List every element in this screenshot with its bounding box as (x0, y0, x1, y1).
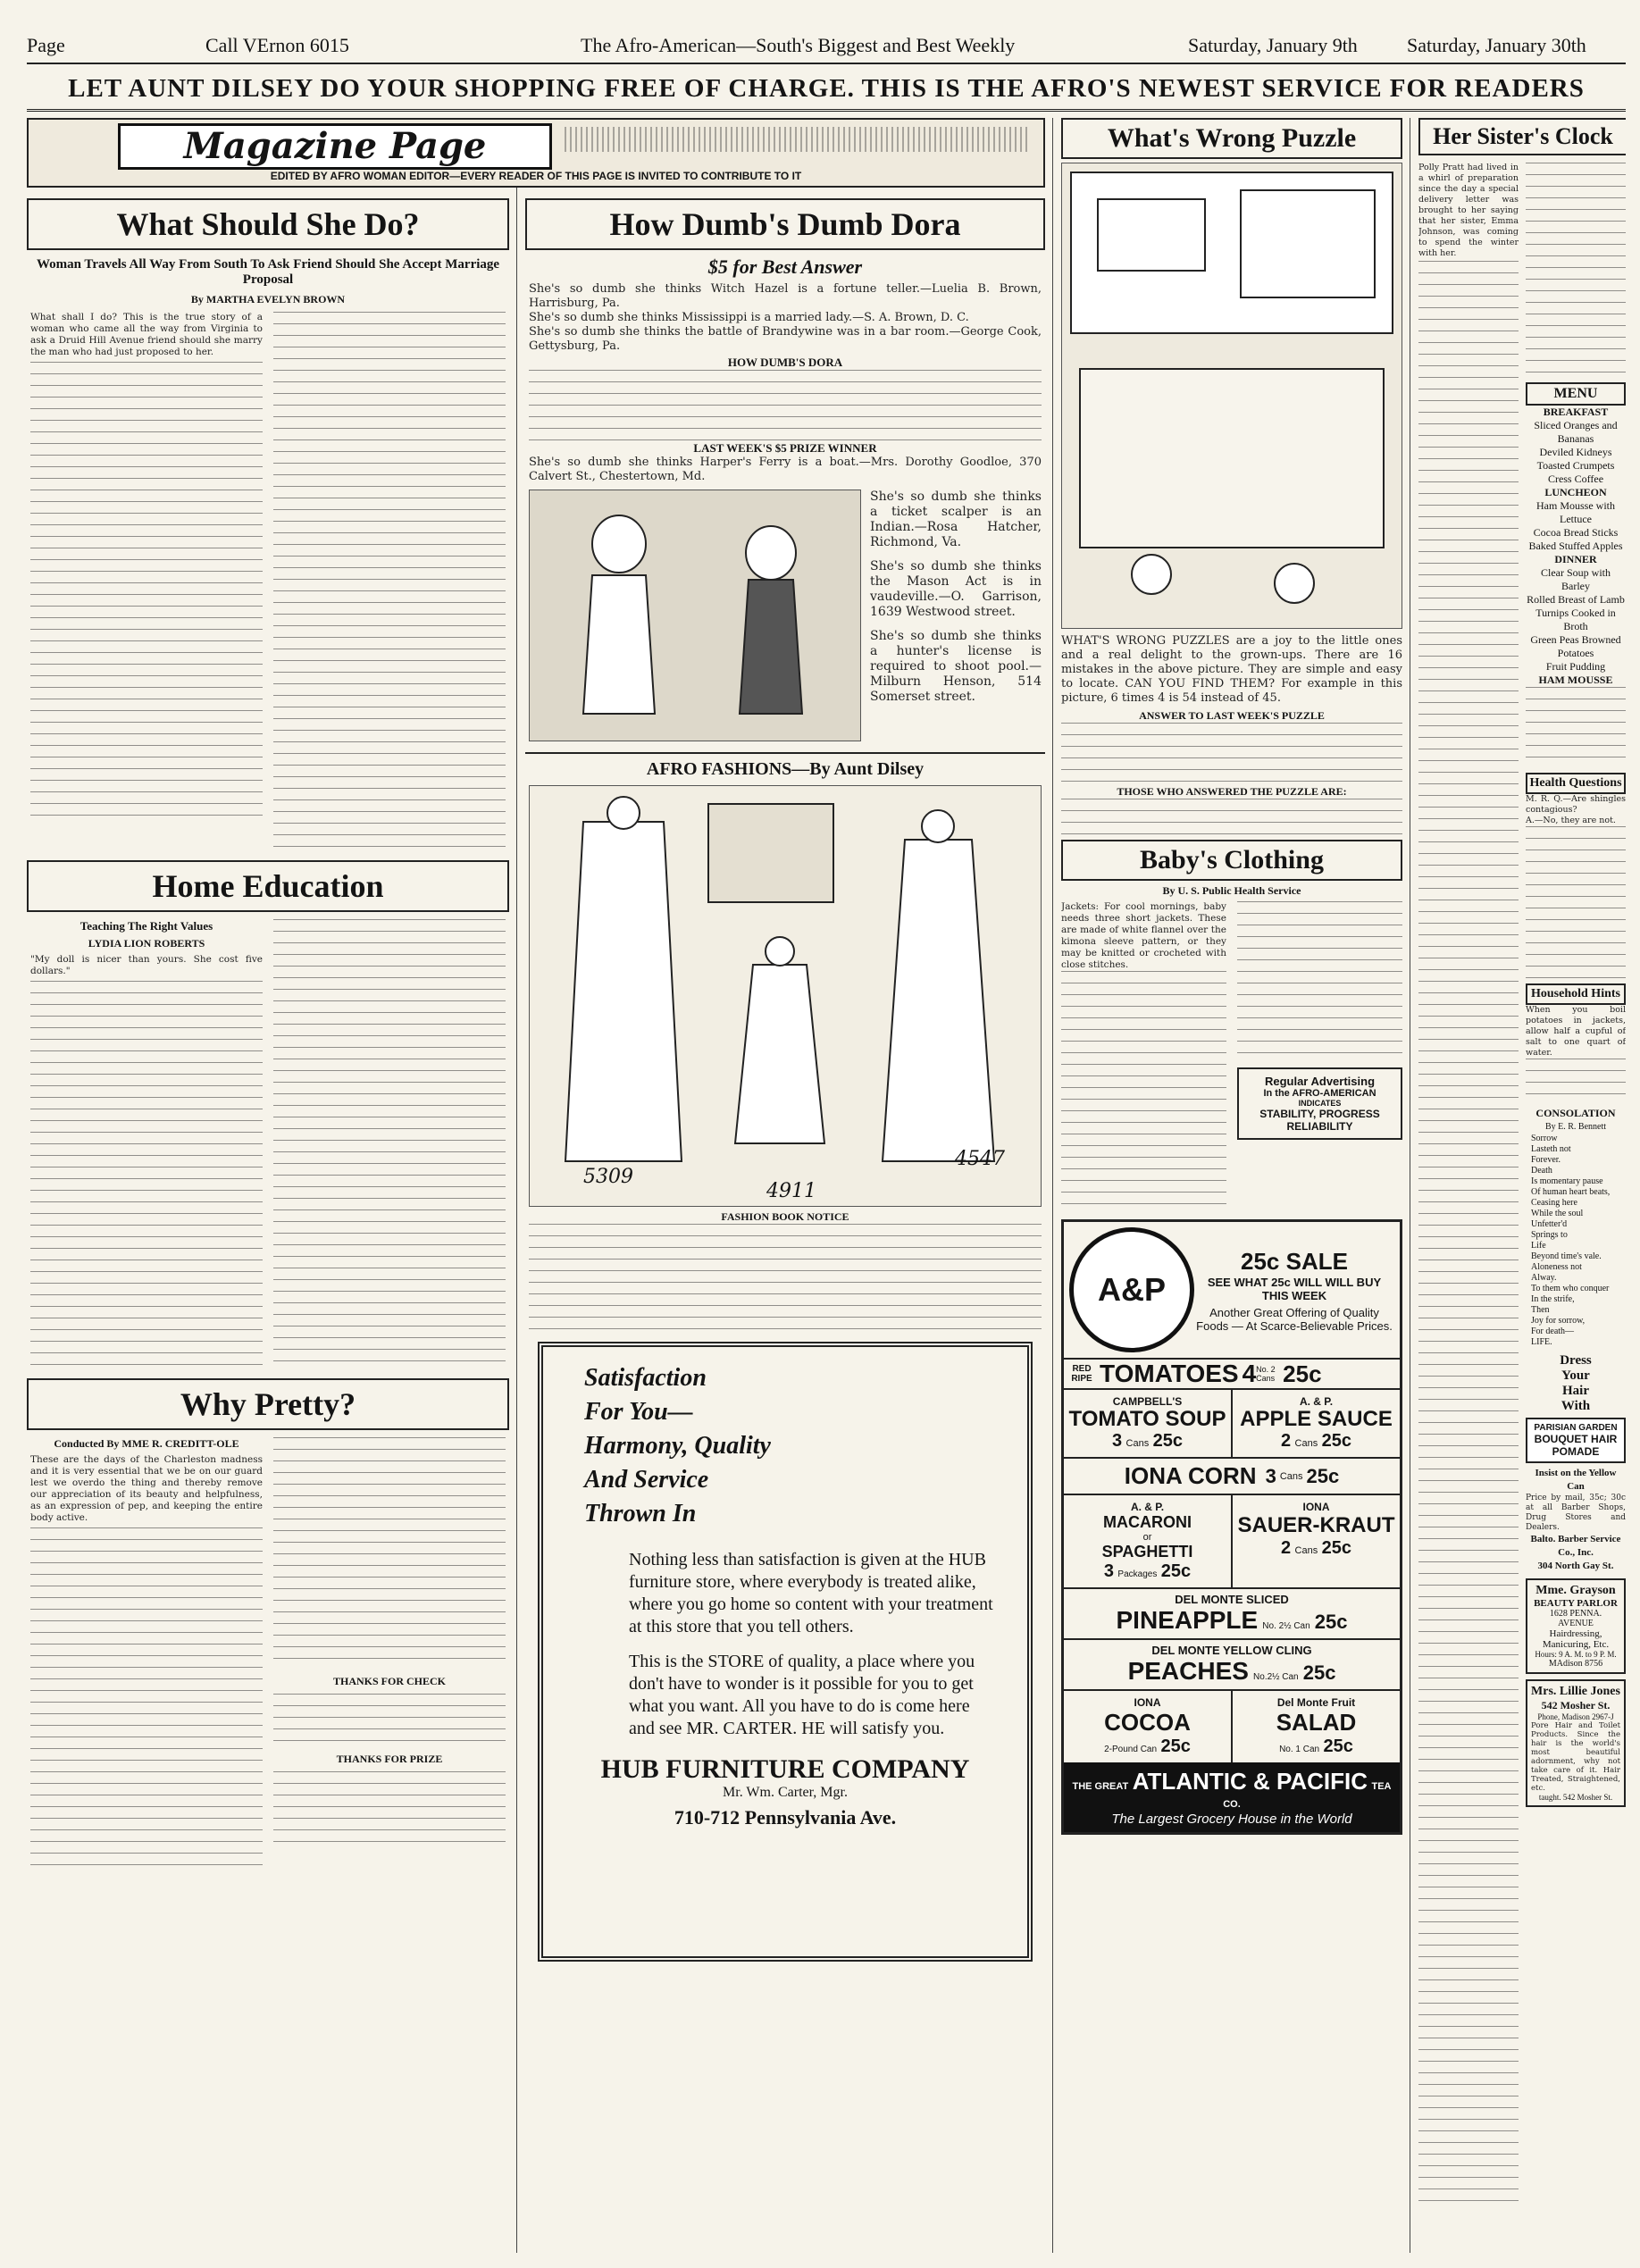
poem-line: Is momentary pause (1531, 1176, 1603, 1186)
column-1 (27, 198, 509, 2253)
menu-item: Baked Stuffed Apples (1528, 540, 1623, 552)
ap-peaches-row (1064, 1638, 1400, 1689)
menu-item: Ham Mousse with Lettuce (1536, 499, 1615, 525)
adv-line-1: Regular Advertising (1264, 1075, 1376, 1088)
ap-corn-row (1064, 1457, 1400, 1494)
ap-soup: TOMATO SOUP (1068, 1407, 1226, 1431)
article-lede: These are the days of the Charleston madness and it is very essential that we be on our guard lest we overdo the thing and thereby remove our appreciation of its beauty and helpfulness, as an expression of pep, and keeping the entire body active. (30, 1454, 263, 1523)
regular-advertising-box (1237, 1067, 1402, 1140)
ap-soup-brand: CAMPBELL'S (1112, 1395, 1183, 1408)
menu-item: Cocoa Bread Sticks (1533, 526, 1619, 539)
menu-item: Sliced Oranges and Bananas (1534, 419, 1618, 445)
hub-address: 710-712 Pennsylvania Ave. (674, 1806, 897, 1829)
ap-cocoa-salad-row (1064, 1689, 1400, 1762)
sister-text-block (1418, 261, 1519, 2208)
side-joke-3: She's so dumb she thinks a hunter's license is required to shoot pool.—Milburn Henson, 514 Somerset street. (870, 629, 1042, 704)
puzzle-answer-text (1061, 723, 1402, 785)
health-question: M. R. Q.—Are shingles contagious? (1526, 794, 1626, 815)
sister-lede: Polly Pratt had lived in a whirl of preparation since the day a special delivery letter was brought to her saying that her sister, Emma Johnson, was coming to spend the winter with her. (1418, 163, 1519, 258)
side-joke-1: She's so dumb she thinks a ticket scalper is an Indian.—Rosa Hatcher, Richmond, Va. (870, 490, 1042, 549)
article-headline: What Should She Do? (116, 206, 420, 242)
ap-corn-qty: 3 (1265, 1464, 1276, 1487)
fashion-notice-heading: FASHION BOOK NOTICE (721, 1210, 849, 1223)
fashion-sketch-svg (530, 786, 1042, 1206)
hub-tagline-3: Harmony, Quality (584, 1432, 771, 1460)
ap-price: 25c (1160, 1737, 1191, 1756)
joke-2: She's so dumb she thinks Mississippi is a married lady.—S. A. Brown, D. C. (529, 311, 969, 324)
ap-price: 25c (1306, 1464, 1340, 1487)
article-text-block (273, 1694, 506, 1747)
menu-item: Fruit Pudding (1545, 660, 1606, 673)
ap-footer (1064, 1762, 1400, 1832)
hub-tagline-5: Thrown In (584, 1500, 697, 1527)
ap-footer-tea: TEA CO. (1223, 1781, 1392, 1810)
ap-kraut-brand: IONA (1302, 1501, 1330, 1513)
ap-cocoa: COCOA (1104, 1709, 1191, 1736)
pomade-can (1526, 1418, 1626, 1463)
article-byline: LYDIA LION ROBERTS (88, 937, 205, 950)
ap-cans-label: Cans (1294, 1545, 1318, 1556)
dora-illustration (529, 490, 861, 741)
ap-cocoa-cell (1064, 1691, 1231, 1762)
ap-sale-desc: Another Great Offering of Quality Foods — At Scarce-Believable Prices. (1196, 1305, 1393, 1333)
menu-item: Toasted Crumpets (1536, 459, 1615, 472)
article-text-block (273, 1771, 506, 1852)
hub-tagline-1: Satisfaction (584, 1364, 707, 1392)
issue-date-2: Saturday, January 30th (1407, 34, 1586, 56)
grayson-hours: Hours: 9 A. M. to 9 P. M. (1535, 1650, 1617, 1659)
menu-item: Cress Coffee (1547, 473, 1604, 485)
adv-line-3: INDICATES (1298, 1099, 1342, 1108)
grayson-ad (1526, 1578, 1626, 1674)
hair-ad-tagline (1526, 1353, 1626, 1414)
ap-price: 25c (1314, 1611, 1348, 1633)
ap-footer-name: ATLANTIC & PACIFIC (1132, 1768, 1368, 1795)
grayson-services: Hairdressing, Manicuring, Etc. (1542, 1628, 1610, 1650)
poem-body (1526, 1134, 1626, 1348)
hub-company-name: HUB FURNITURE COMPANY (600, 1754, 970, 1784)
ap-kraut: SAUER-KRAUT (1237, 1513, 1395, 1537)
dora-cartoon-svg (530, 490, 860, 741)
ap-cans-label: Cans (1279, 1470, 1303, 1482)
ap-pine-brand: DEL MONTE SLICED (1175, 1593, 1289, 1606)
pomade-product: BOUQUET HAIR POMADE (1534, 1433, 1618, 1458)
ap-pineapple-row (1064, 1587, 1400, 1638)
paper-name: The Afro-American—South's Biggest and Best Weekly (581, 34, 1016, 56)
grayson-name: Mme. Grayson (1535, 1584, 1616, 1597)
poem-line: Lasteth not (1531, 1144, 1571, 1154)
ap-apple: APPLE SAUCE (1240, 1407, 1393, 1431)
poem-line: Sorrow (1531, 1134, 1558, 1143)
jones-footer: taught. 542 Mosher St. (1538, 1793, 1613, 1802)
ap-price: 25c (1323, 1737, 1353, 1756)
pattern-number-2: 4547 (955, 1148, 1005, 1170)
poem-line: For death— (1531, 1326, 1575, 1336)
sister-clock-header (1418, 118, 1626, 155)
poem-line: While the soul (1531, 1209, 1584, 1218)
ap-tomatoes-cans: No. 2 Cans (1256, 1365, 1276, 1383)
hair-price: Price by mail, 35c; 30c at all Barber Shops, Drug Stores and Dealers. (1526, 1494, 1626, 1532)
poem-line: Of human heart beats, (1531, 1187, 1611, 1197)
hub-tagline-4: And Service (584, 1466, 709, 1494)
joke-1: She's so dumb she thinks Witch Hazel is a fortune teller.—Luelia B. Brown, Harrisburg, Pa. (529, 282, 1042, 310)
menu-luncheon: LUNCHEON (1544, 486, 1607, 498)
ap-tomatoes: TOMATOES (1100, 1360, 1239, 1387)
thanks-prize-heading: THANKS FOR PRIZE (336, 1753, 443, 1765)
ap-salad-cell (1231, 1691, 1400, 1762)
ap-pine-size: No. 2½ Can (1262, 1621, 1310, 1631)
magazine-title: Magazine Page (118, 123, 552, 170)
hints-lede: When you boil potatoes in jackets, allow half a cupful of salt to one quart of water. (1526, 1005, 1626, 1058)
puzzle-illustration (1061, 163, 1402, 629)
puzzle-answer-heading: ANSWER TO LAST WEEK'S PUZZLE (1139, 709, 1325, 722)
adv-line-4: STABILITY, PROGRESS (1259, 1108, 1380, 1120)
grayson-shop: BEAUTY PARLOR (1534, 1598, 1618, 1609)
hair-insist: Insist on the Yellow Can (1535, 1468, 1617, 1492)
how-heading: HOW DUMB'S DORA (727, 356, 843, 369)
ap-footer-the: THE GREAT (1072, 1781, 1129, 1792)
ap-tomatoes-label: RED RIPE (1071, 1364, 1092, 1384)
puzzle-scene-svg (1062, 163, 1402, 628)
article-text-block (273, 1437, 506, 1670)
poem-line: In the strife, (1531, 1294, 1575, 1304)
article-lede: What shall I do? This is the true story of a woman who came all the way from Virginia to ask a Druid Hill Avenue friend should she marry the man who had just proposed to her. (30, 312, 263, 357)
page-label: Page (27, 34, 65, 56)
shopping-banner: LET AUNT DILSEY DO YOUR SHOPPING FREE OF CHARGE. THIS IS THE AFRO'S NEWEST SERVICE FOR READERS (27, 68, 1626, 112)
ap-peach-brand: DEL MONTE YELLOW CLING (1151, 1644, 1312, 1657)
adv-line-2: In the AFRO-AMERICAN (1263, 1088, 1376, 1099)
magazine-subtitle: EDITED BY AFRO WOMAN EDITOR—EVERY READER OF THIS PAGE IS INVITED TO CONTRIBUTE TO IT (270, 170, 802, 182)
grayson-phone: MAdison 8756 (1548, 1659, 1603, 1669)
health-text (1526, 826, 1626, 978)
puzzle-header (1061, 118, 1402, 159)
ap-sale-title: 25c SALE (1241, 1247, 1348, 1275)
what-should-she-do-article (27, 198, 509, 250)
menu-title: MENU (1553, 386, 1598, 401)
dumb-dora-header (525, 198, 1045, 250)
ap-macaroni: MACARONI (1103, 1513, 1192, 1531)
hints-text (1526, 1059, 1626, 1103)
baby-text-block (1061, 971, 1226, 1212)
ap-macaroni-cell (1064, 1495, 1231, 1587)
ap-logo: A&P (1069, 1227, 1194, 1352)
masthead-ornament (565, 127, 1029, 152)
poem-line: LIFE. (1531, 1337, 1552, 1347)
jones-phone: Phone, Madison 2967-J (1537, 1712, 1614, 1721)
ap-apple-cell (1231, 1390, 1400, 1457)
hub-paragraph-2: This is the STORE of quality, a place where you don't have to wonder is it possible for you to get what you want. All you have to do is come here and see MR. CARTER. HE will satisfy you. (629, 1652, 975, 1738)
article-text-block (30, 981, 263, 1365)
ap-cocoa-brand: IONA (1134, 1696, 1161, 1709)
jones-ad (1526, 1679, 1626, 1807)
poem-line: To them who conquer (1531, 1284, 1610, 1293)
ap-price: 25c (1152, 1431, 1184, 1451)
ap-salad-size: No. 1 Can (1279, 1745, 1320, 1754)
article-byline: By MARTHA EVELYN BROWN (190, 293, 346, 305)
ap-pineapple: PINEAPPLE (1116, 1606, 1259, 1634)
health-box (1526, 773, 1626, 794)
home-education-article (27, 860, 509, 912)
adv-line-5: RELIABILITY (1286, 1120, 1353, 1133)
ap-price: 25c (1321, 1431, 1352, 1451)
winner-entry: She's so dumb she thinks Harper's Ferry is a boat.—Mrs. Dorothy Goodloe, 370 Calvert St., Chestertown, Md. (529, 456, 1042, 483)
ap-salad-brand: Del Monte Fruit (1276, 1696, 1356, 1709)
jones-description: Pore Hair and Toilet Products. Since the hair is the world's most beautiful adornment, why not take care of it. Hair Treated, Straightened, etc. (1531, 1721, 1620, 1793)
baby-byline: By U. S. Public Health Service (1162, 884, 1301, 897)
ap-kraut-qty: 2 (1280, 1538, 1292, 1558)
ap-mac-brand: A. & P. (1130, 1501, 1165, 1513)
ap-spaghetti: SPAGHETTI (1101, 1543, 1193, 1561)
ap-apple-brand: A. & P. (1299, 1395, 1334, 1408)
poem-line: Alway. (1531, 1273, 1557, 1283)
poem-line: Life (1531, 1241, 1546, 1251)
ap-sale-subtitle: SEE WHAT 25c WILL WILL BUY THIS WEEK (1207, 1275, 1382, 1302)
page-header (27, 32, 1626, 64)
poem-line: Then (1531, 1305, 1550, 1315)
ap-corn: IONA CORN (1124, 1462, 1257, 1489)
hair-tag: Your (1561, 1368, 1590, 1383)
menu-item: Rolled Breast of Lamb (1527, 593, 1625, 606)
menu-recipe-title: HAM MOUSSE (1538, 674, 1613, 686)
prize-line: $5 for Best Answer (707, 255, 863, 278)
ap-tomatoes-qty: 4 (1242, 1360, 1257, 1387)
menu-box (1526, 382, 1626, 406)
ap-salad: SALAD (1276, 1709, 1357, 1736)
menu-item: Turnips Cooked in Broth (1535, 607, 1616, 632)
ap-mac-or: or (1142, 1532, 1152, 1543)
article-headline: Home Education (152, 868, 384, 904)
puzzle-caption: WHAT'S WRONG PUZZLES are a joy to the little ones and a real delight to the grown-ups. There are 16 mistakes in the above picture. They are simple and easy to locate. CAN YOU FIND THEM? For example in this picture, 6 times 4 is 54 instead of 45. (1061, 634, 1402, 705)
hair-tag: Dress (1560, 1353, 1592, 1368)
ap-cocoa-size: 2-Pound Can (1104, 1745, 1158, 1754)
ap-ad (1061, 1219, 1402, 1835)
joke-3: She's so dumb she thinks the battle of Brandywine was in a bar room.—George Cook, Gettysburg, Pa. (529, 325, 1042, 353)
fashion-notice-text (529, 1224, 1042, 1331)
health-answer: A.—No, they are not. (1526, 816, 1616, 825)
jones-address: 542 Mosher St. (1541, 1699, 1611, 1711)
ap-footer-tagline: The Largest Grocery House in the World (1111, 1812, 1352, 1827)
article-text-block (30, 362, 263, 826)
menu-item: Clear Soup with Barley (1541, 566, 1611, 592)
puzzle-headline: What's Wrong Puzzle (1107, 123, 1357, 153)
hints-box (1526, 983, 1626, 1005)
ap-price: 25c (1302, 1661, 1336, 1684)
ap-tomatoes-price: 25c (1283, 1360, 1322, 1387)
sister-text-block (1526, 163, 1626, 377)
ap-peach-size: No.2½ Can (1253, 1672, 1299, 1682)
side-joke-2: She's so dumb she thinks the Mason Act is in vaudeville.—O. Garrison, 1639 Westwood street. (870, 559, 1042, 619)
baby-headline: Baby's Clothing (1140, 845, 1324, 875)
ap-soup-apple-row (1064, 1388, 1400, 1457)
article-headline: Why Pretty? (180, 1386, 356, 1422)
column-rule (1052, 118, 1053, 2253)
column-3 (1061, 118, 1402, 2253)
ap-cans-label: Cans (1125, 1438, 1150, 1449)
article-deck: Woman Travels All Way From South To Ask Friend Should She Accept Marriage Proposal (36, 257, 500, 287)
poem-line: Forever. (1531, 1155, 1561, 1165)
poem-line: Unfetter'd (1531, 1219, 1568, 1229)
poem-author: By E. R. Bennett (1544, 1122, 1607, 1132)
pomade-brand: PARISIAN GARDEN (1534, 1423, 1618, 1433)
hub-furniture-ad (538, 1342, 1033, 1962)
hair-address: 304 North Gay St. (1537, 1561, 1614, 1571)
hub-tagline-2: For You— (584, 1398, 693, 1426)
ap-price: 25c (1160, 1561, 1192, 1581)
ap-apple-qty: 2 (1280, 1431, 1292, 1451)
baby-clothing-header (1061, 840, 1402, 881)
menu-item: Green Peas Browned Potatoes (1530, 633, 1621, 659)
ap-mac-qty: 3 (1103, 1561, 1114, 1581)
hints-title: Household Hints (1531, 987, 1620, 1000)
jones-name: Mrs. Lillie Jones (1531, 1685, 1620, 1698)
sister-headline: Her Sister's Clock (1433, 123, 1613, 149)
hair-tag: Hair (1562, 1384, 1589, 1398)
grayson-address: 1628 PENNA. AVENUE (1549, 1609, 1602, 1628)
fashions-title: AFRO FASHIONS—By Aunt Dilsey (646, 759, 925, 779)
afro-fashions (525, 752, 1045, 1336)
pattern-number-3: 4911 (766, 1180, 816, 1202)
baby-lede: Jackets: For cool mornings, baby needs three short jackets. These are made of white flannel over the kimona sleeve pattern, or they may be knitted or crocheted with close stitches. (1061, 901, 1226, 970)
puzzle-winners-heading: THOSE WHO ANSWERED THE PUZZLE ARE: (1117, 785, 1347, 798)
winner-heading: LAST WEEK'S $5 PRIZE WINNER (693, 441, 877, 455)
column-rule (516, 118, 517, 2253)
poem-line: Aloneness not (1531, 1262, 1582, 1272)
hub-manager: Mr. Wm. Carter, Mgr. (723, 1785, 848, 1800)
issue-date: Saturday, January 9th (1188, 34, 1358, 56)
ap-peaches: PEACHES (1127, 1657, 1249, 1685)
magazine-masthead (27, 118, 1045, 189)
thanks-heading: THANKS FOR CHECK (332, 1675, 446, 1687)
menu-breakfast: BREAKFAST (1543, 406, 1609, 418)
ap-kraut-cell (1231, 1495, 1400, 1587)
article-text-block (30, 1527, 263, 1876)
ap-soup-qty: 3 (1111, 1431, 1123, 1451)
ap-packages-label: Packages (1117, 1569, 1158, 1579)
ap-mac-kraut-row (1064, 1494, 1400, 1587)
pattern-number-1: 5309 (583, 1166, 633, 1188)
fashion-illustration (529, 785, 1042, 1207)
article-text-block (273, 312, 506, 848)
ap-price: 25c (1321, 1538, 1352, 1558)
column-2 (525, 198, 1045, 2253)
article-lede: "My doll is nicer than yours. She cost five dollars." (30, 954, 263, 976)
baby-text-block (1237, 901, 1402, 1062)
health-title: Health Questions (1529, 776, 1622, 790)
recipe-text (1526, 687, 1626, 767)
menu-dinner: DINNER (1554, 553, 1597, 565)
poem-title: CONSOLATION (1535, 1107, 1616, 1119)
article-deck: Teaching The Right Values (79, 919, 213, 933)
poem-line: Death (1531, 1166, 1552, 1176)
menu-item: Deviled Kidneys (1539, 446, 1612, 458)
right-column (1418, 163, 1626, 2253)
hub-paragraph-1: Nothing less than satisfaction is given at the HUB furniture store, where everybody is treated alike, where you go home so content with your treatment at this store that you tell others. (629, 1550, 993, 1636)
hair-company: Balto. Barber Service Co., Inc. (1530, 1534, 1621, 1558)
poem-line: Springs to (1531, 1230, 1568, 1240)
ap-cans-label: Cans (1294, 1438, 1318, 1449)
phone-number: Call VErnon 6015 (205, 34, 349, 56)
ap-tomatoes-row (1064, 1358, 1400, 1388)
article-byline: Conducted By MME R. CREDITT-OLE (54, 1437, 239, 1450)
ap-soup-cell (1064, 1390, 1231, 1457)
why-pretty-article (27, 1378, 509, 1430)
article-text-block (529, 370, 1042, 441)
poem-line: Joy for sorrow, (1531, 1316, 1586, 1326)
hair-tag: With (1561, 1399, 1591, 1413)
article-text-block (273, 919, 506, 1366)
puzzle-winners-text (1061, 799, 1402, 834)
poem-line: Ceasing here (1531, 1198, 1577, 1208)
article-headline: How Dumb's Dumb Dora (609, 206, 961, 242)
poem-line: Beyond time's vale. (1531, 1251, 1602, 1261)
